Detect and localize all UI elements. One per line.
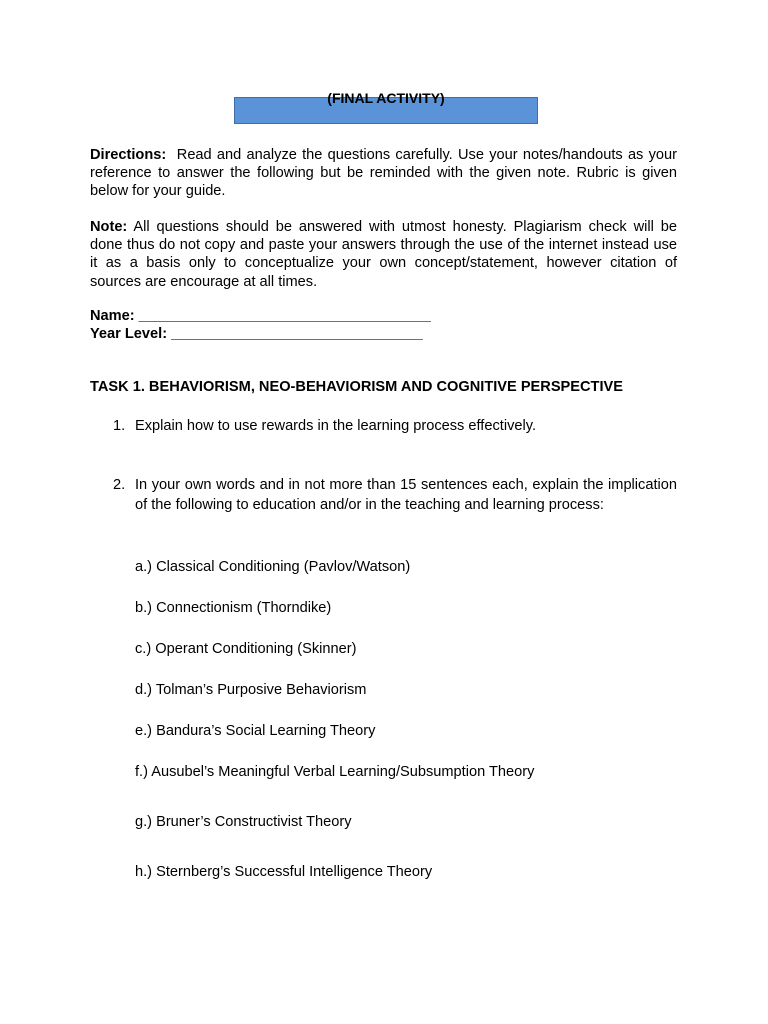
directions-paragraph	[90, 146, 677, 201]
name-field[interactable]: Name: ____________________________________	[90, 308, 431, 324]
list-item: c.) Operant Conditioning (Skinner)	[135, 641, 357, 657]
list-item: g.) Bruner’s Constructivist Theory	[135, 814, 352, 830]
list-item: b.) Connectionism (Thorndike)	[135, 600, 332, 616]
directions-label: Directions:	[90, 147, 167, 163]
note-label: Note:	[90, 219, 128, 235]
page-title: (FINAL ACTIVITY)	[327, 90, 445, 106]
list-item: e.) Bandura’s Social Learning Theory	[135, 723, 376, 739]
list-item: h.) Sternberg’s Successful Intelligence Theory	[135, 864, 433, 880]
list-item: a.) Classical Conditioning (Pavlov/Watson)	[135, 559, 411, 575]
question-text: Explain how to use rewards in the learning process effectively.	[135, 418, 536, 434]
note-paragraph	[90, 218, 677, 291]
note-text: All questions should be answered with utmost honesty. Plagiarism check will be done thus do not copy and paste your answers through the use of the internet instead use it as a basis only to conceptualize your own concept/statement, however citation of sources are encourage at all times.	[90, 219, 677, 290]
year-level-field[interactable]: Year Level: _______________________________	[90, 326, 423, 342]
question-text: In your own words and in not more than 15 sentences each, explain the implication of the following to education and/or in the teaching and learning process:	[135, 477, 677, 513]
list-item: d.) Tolman’s Purposive Behaviorism	[135, 682, 367, 698]
question-number: 1.	[113, 418, 126, 434]
question-number: 2.	[113, 477, 126, 493]
directions-text: Read and analyze the questions carefully. Use your notes/handouts as your reference to answer the following but be reminded with the given note. Rubric is given below for your guide.	[90, 147, 678, 200]
task1-heading: TASK 1. BEHAVIORISM, NEO-BEHAVIORISM AND COGNITIVE PERSPECTIVE	[90, 379, 623, 395]
list-item: f.) Ausubel’s Meaningful Verbal Learning/Subsumption Theory	[135, 764, 535, 780]
